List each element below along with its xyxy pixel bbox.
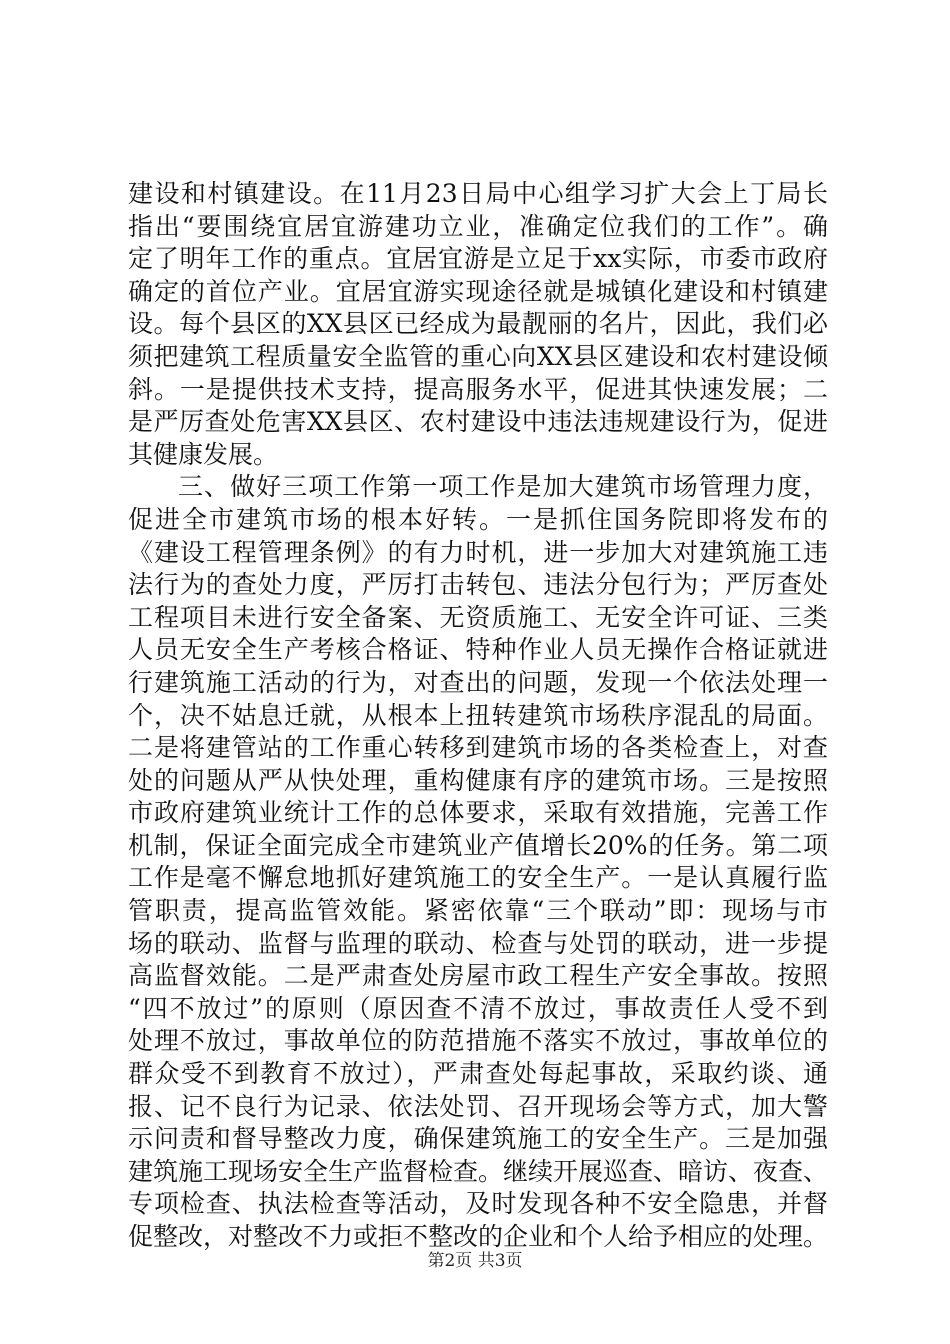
text-line: 须把建筑工程质量安全监管的重心向XX县区建设和农村建设倾 [128, 341, 828, 371]
text-line: 处理不放过，事故单位的防范措施不落实不放过，事故单位的 [128, 1026, 828, 1056]
text-line: 个，决不姑息迁就，从根本上扭转建筑市场秩序混乱的局面。 [128, 700, 828, 730]
text-line: 建设和村镇建设。在11月23日局中心组学习扩大会上丁局长 [128, 179, 828, 208]
text-line: 示问责和督导整改力度，确保建筑施工的安全生产。三是加强 [128, 1124, 828, 1154]
text-line: 处的问题从严从快处理，重构健康有序的建筑市场。三是按照 [128, 765, 828, 795]
text-line: 场的联动、监督与监理的联动、检查与处罚的联动，进一步提 [128, 928, 828, 958]
text-line: 指出“要围绕宜居宜游建功立业，准确定位我们的工作”。确 [128, 211, 828, 241]
text-line: 二是将建管站的工作重心转移到建筑市场的各类检查上，对查 [128, 733, 828, 763]
text-line: 市政府建筑业统计工作的总体要求，采取有效措施，完善工作 [128, 798, 828, 828]
text-line: 斜。一是提供技术支持，提高服务水平，促进其快速发展；二 [128, 374, 828, 404]
text-line: 报、记不良行为记录、依法处罚、召开现场会等方式，加大警 [128, 1091, 828, 1121]
text-line: 机制，保证全面完成全市建筑业产值增长20%的任务。第二项 [128, 830, 828, 860]
page-number-footer: 第2页 共3页 [427, 1251, 523, 1271]
text-line: 是严厉查处危害XX县区、农村建设中违法违规建设行为，促进 [128, 407, 828, 437]
text-line: 工程项目未进行安全备案、无资质施工、无安全许可证、三类 [128, 602, 828, 632]
text-line: 专项检查、执法检查等活动，及时发现各种不安全隐患，并督 [128, 1189, 828, 1219]
text-line: 群众受不到教育不放过），严肃查处每起事故，采取约谈、通 [128, 1059, 828, 1089]
text-line: 《建设工程管理条例》的有力时机，进一步加大对建筑施工违 [128, 537, 828, 567]
document-body [128, 178, 828, 1254]
text-line: 促进全市建筑市场的根本好转。一是抓住国务院即将发布的 [128, 504, 828, 534]
text-line: 定了明年工作的重点。宜居宜游是立足于xx实际，市委市政府 [128, 244, 828, 274]
text-line: 确定的首位产业。宜居宜游实现途径就是城镇化建设和村镇建 [128, 276, 828, 306]
text-line: 设。每个县区的XX县区已经成为最靓丽的名片，因此，我们必 [128, 309, 828, 339]
text-line: 建筑施工现场安全生产监督检查。继续开展巡查、暗访、夜查、 [128, 1156, 829, 1186]
text-line: 促整改，对整改不力或拒不整改的企业和个人给予相应的处理。 [128, 1222, 829, 1251]
text-line: 工作是毫不懈怠地抓好建筑施工的安全生产。一是认真履行监 [128, 863, 828, 893]
text-line: 人员无安全生产考核合格证、特种作业人员无操作合格证就进 [128, 635, 828, 665]
text-line: 高监督效能。二是严肃查处房屋市政工程生产安全事故。按照 [128, 961, 828, 991]
text-line: 管职责，提高监管效能。紧密依靠“三个联动”即：现场与市 [128, 896, 828, 926]
text-line: 其健康发展。 [128, 439, 279, 469]
paragraph-start-line: 三、做好三项工作第一项工作是加大建筑市场管理力度， [178, 472, 828, 502]
text-line: 行建筑施工活动的行为，对查出的问题，发现一个依法处理一 [128, 667, 828, 697]
text-line: 法行为的查处力度，严厉打击转包、违法分包行为；严厉查处 [128, 570, 828, 600]
text-line: “四不放过”的原则（原因查不清不放过，事故责任人受不到 [128, 993, 828, 1023]
